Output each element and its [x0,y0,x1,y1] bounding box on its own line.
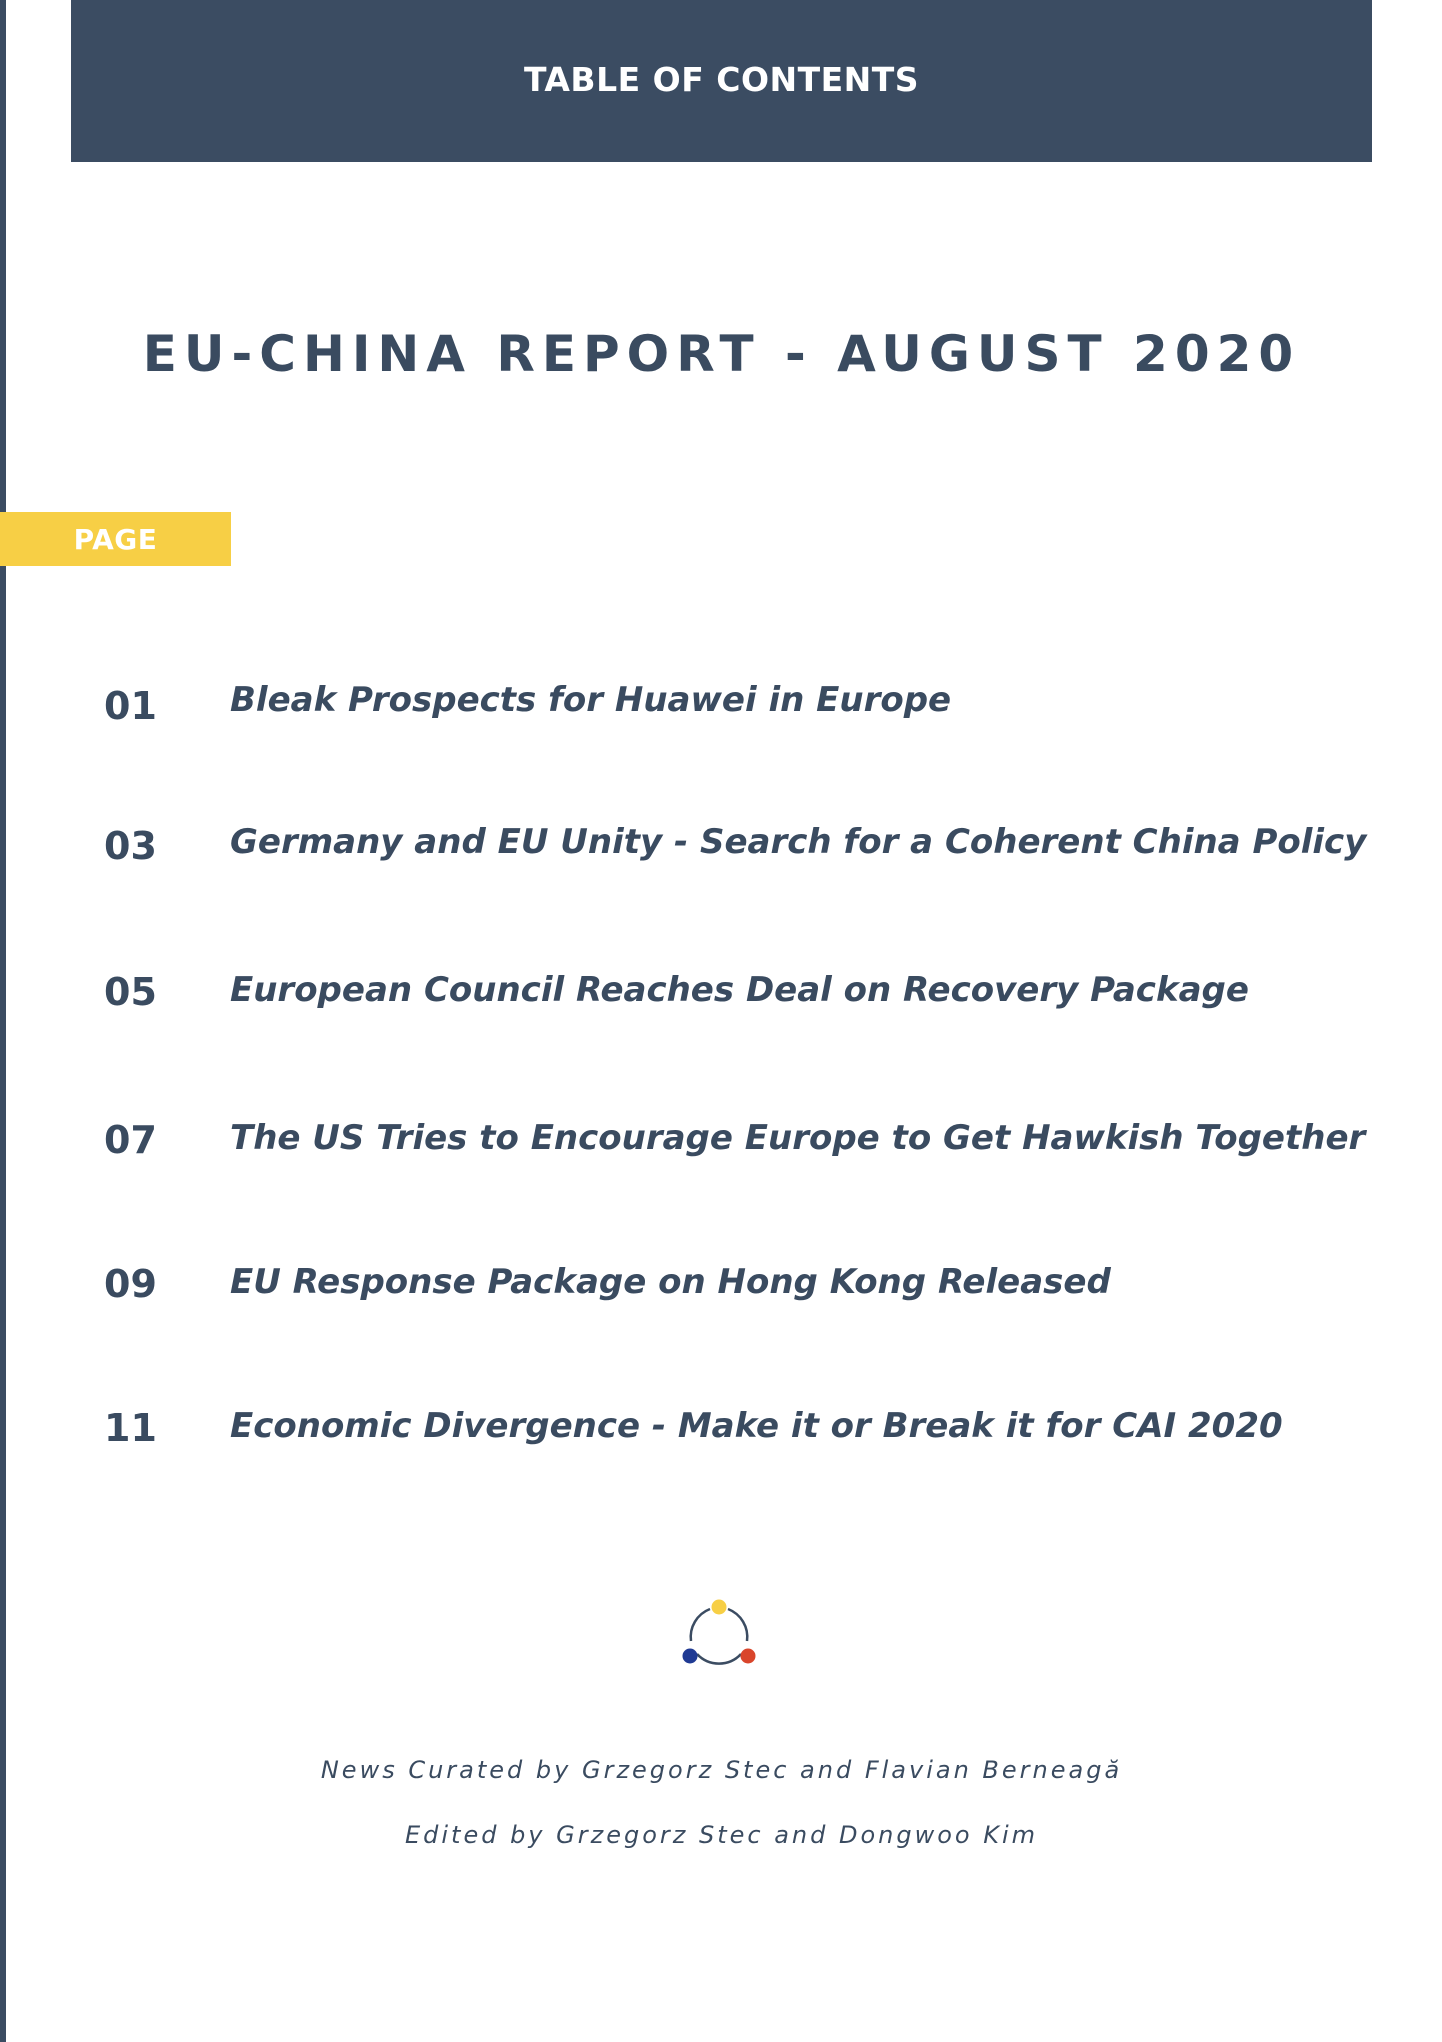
toc-entry-title[interactable]: Economic Divergence - Make it or Break it for CAI 2020 [230,1406,1283,1446]
edited-by-credit: Edited by Grzegorz Stec and Dongwoo Kim [404,1821,1039,1849]
logo-blue-dot [683,1649,698,1664]
toc-entry[interactable] [0,1262,1442,1322]
toc-page-number: 09 [104,1262,157,1306]
toc-page-number: 11 [104,1406,157,1450]
page-tab-label: PAGE [73,522,158,556]
toc-entry-title[interactable]: EU Response Package on Hong Kong Released [230,1262,1111,1302]
logo-yellow-dot [712,1600,727,1615]
logo-arc-bottom [697,1654,741,1664]
toc-entry-title[interactable]: European Council Reaches Deal on Recovery Package [230,970,1249,1010]
header-bar [71,0,1372,162]
report-title: EU-CHINA REPORT - AUGUST 2020 [142,325,1301,383]
logo-arc-right [728,1609,747,1641]
toc-entry[interactable] [0,970,1442,1030]
toc-entry[interactable] [0,1406,1442,1466]
toc-entry[interactable] [0,1118,1442,1178]
toc-entry[interactable] [0,680,1442,740]
toc-entry-title[interactable]: Germany and EU Unity - Search for a Coherent China Policy [230,822,1367,862]
toc-page-number: 03 [104,824,157,868]
curated-by-credit: News Curated by Grzegorz Stec and Flavian Berneagă [320,1756,1123,1784]
three-dot-circle-logo-icon [679,1596,759,1676]
logo-arc-left [691,1609,710,1641]
toc-entry[interactable] [0,822,1442,882]
toc-page-number: 01 [104,684,157,728]
header-title: TABLE OF CONTENTS [523,59,920,99]
toc-page-number: 07 [104,1118,157,1162]
page-tab [0,512,231,566]
logo-red-dot [741,1649,756,1664]
toc-page-number: 05 [104,970,157,1014]
toc-entry-title[interactable]: The US Tries to Encourage Europe to Get Hawkish Together [230,1118,1366,1158]
toc-entry-title[interactable]: Bleak Prospects for Huawei in Europe [230,680,952,720]
